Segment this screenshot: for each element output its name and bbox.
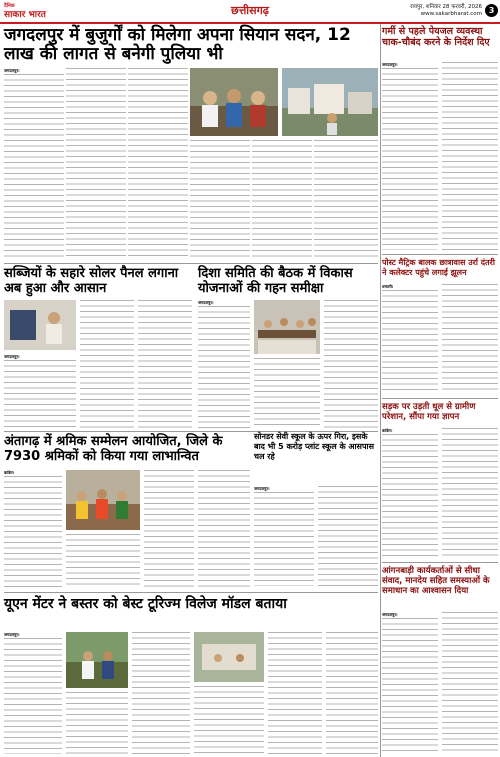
tourism-headline: यूएन मेंटर ने बस्तर को बेस्ट टूरिज्म विलेज मॉडल बताया [4, 596, 287, 612]
solar-dateline: जगदलपुर। [4, 354, 20, 359]
tourism-body-col3 [132, 632, 190, 754]
solar-body-col2 [80, 300, 134, 428]
labour-body-col3 [144, 470, 194, 588]
website-url: www.sakarbharat.com [420, 11, 482, 17]
tourism-photo [66, 632, 128, 688]
school-body-col2 [318, 486, 378, 586]
sidebar2-headline: पोस्ट मैट्रिक बालक छात्रावास उर्रा दंतरी ने कलेक्टर पहुंचे लगाई झूलन [382, 258, 498, 278]
tourism-body-col2 [66, 692, 128, 754]
sidebar4-body-col1 [382, 612, 438, 754]
sidebar1-headline: गर्मी से पहले पेयजल व्यवस्था चाक-चौबंद करने के निर्देश दिए [382, 26, 498, 48]
labour-headline: अंतागढ़ में श्रमिक सम्मेलन आयोजित, जिले के 7930 श्रमिकों को किया गया लाभान्वित [4, 434, 223, 464]
school-dateline: जगदलपुर। [254, 486, 270, 491]
lead-body-col6 [314, 140, 378, 260]
solar-body-col3 [138, 300, 192, 428]
page-number: 3 [485, 4, 498, 17]
sidebar4-headline: आंगनबाड़ी कार्यकर्ताओं से सीधा संवाद, मानदेय सहित समस्याओं के समाधान का आश्वासन दिया [382, 566, 498, 596]
disha-meeting-photo [254, 300, 320, 354]
sidebar4-body-col2 [442, 612, 498, 754]
disha-dateline: जगदलपुर। [198, 300, 214, 305]
lead-body-col5 [252, 140, 312, 260]
disha-body-col3 [324, 300, 378, 428]
sidebar3-headline: सड़क पर उड़ती धूल से ग्रामीण परेशान, सौंपा गया ज्ञापन [382, 402, 498, 422]
tourism-body-col6 [326, 632, 378, 754]
sidebar2-dateline: धमतरी। [382, 284, 394, 289]
solar-headline: सब्जियों के सहारे सोलर पैनल लगाना अब हुआ और आसान [4, 266, 179, 296]
tourism-body-col1 [4, 632, 62, 754]
sidebar4-dateline: जगदलपुर। [382, 612, 398, 617]
lead-dateline: जगदलपुर। [4, 68, 20, 73]
solar-photo [4, 300, 76, 350]
sidebar2-body-col2 [442, 284, 498, 394]
sidebar3-body-col1 [382, 428, 438, 558]
tourism-body-col5 [268, 632, 322, 754]
labour-dateline: कांकेर। [4, 470, 15, 475]
tourism-photo-2 [194, 632, 264, 682]
logo-name: साकार भारत [4, 10, 46, 20]
labour-body-col4 [198, 470, 250, 588]
lead-body-col2 [66, 68, 126, 260]
labour-body-col2 [66, 534, 140, 588]
lead-body-col1 [4, 68, 64, 260]
tourism-dateline: जगदलपुर। [4, 632, 20, 637]
section-title: छत्तीसगढ़ [231, 4, 269, 17]
disha-headline: दिशा समिति की बैठक में विकास योजनाओं की गहन समीक्षा [198, 266, 353, 296]
masthead [0, 0, 500, 24]
labour-body-col1 [4, 470, 62, 588]
sidebar1-body-col1 [382, 62, 438, 250]
newspaper-logo [4, 2, 74, 19]
sidebar1-dateline: जगदलपुर। [382, 62, 398, 67]
school-body-col1 [254, 486, 314, 586]
sidebar3-dateline: कांकेर। [382, 428, 393, 433]
issue-date: रायपुर, शनिवार 28 फरवरी, 2026 [410, 4, 482, 10]
disha-body-col1 [198, 300, 250, 428]
tourism-body-col4 [194, 686, 264, 754]
lead-body-col3 [128, 68, 188, 260]
lead-photo-bridge [282, 68, 378, 136]
sidebar1-body-col2 [442, 62, 498, 250]
disha-body-col2 [254, 358, 320, 428]
lead-headline: जगदलपुर में बुजुर्गों को मिलेगा अपना सियान सदन, 12 लाख की लागत से बनेगी पुलिया भी [4, 25, 351, 64]
date-and-website [410, 4, 482, 18]
lead-photo-elders [190, 68, 278, 136]
lead-body-col4 [190, 140, 250, 260]
sidebar [382, 24, 498, 757]
labour-event-photo [66, 470, 140, 530]
school-headline: सोनडर सेवी स्कूल के ऊपर गिरा, इसके बाद भी 5 करोड़ प्लांट स्कूल के आसपास चल रहे [254, 432, 374, 461]
sidebar3-body-col2 [442, 428, 498, 558]
sidebar2-body-col1 [382, 284, 438, 394]
solar-body-col1 [4, 354, 76, 428]
logo-top-text: दैनिक [4, 3, 15, 9]
